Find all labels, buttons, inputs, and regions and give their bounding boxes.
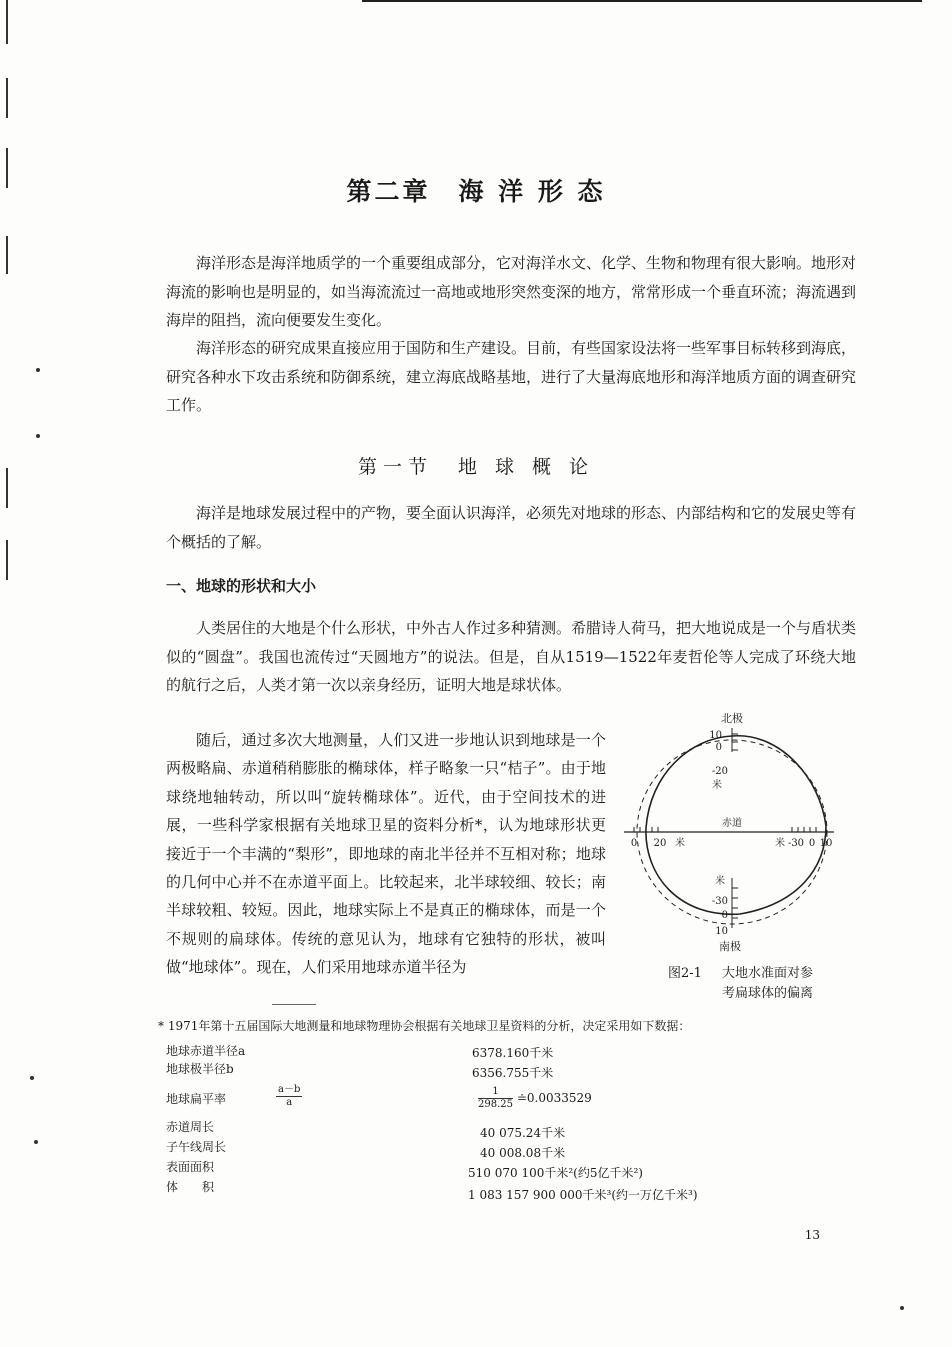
formula-numerator: a－b bbox=[278, 1084, 301, 1095]
south-pole-label: 南极 bbox=[719, 940, 741, 953]
footnote-label: 赤道周长 bbox=[166, 1120, 215, 1134]
footnote-label: 体 积 bbox=[166, 1180, 215, 1194]
unit-label: 米 bbox=[715, 876, 725, 887]
subsection-heading: 一、地球的形状和大小 bbox=[166, 577, 317, 595]
binding-mark bbox=[6, 78, 8, 118]
footnote-label: 地球极半径b bbox=[166, 1062, 234, 1076]
tick-label: 0 bbox=[808, 838, 816, 849]
section-intro: 海洋是地球发展过程中的产物，要全面认识海洋，必须先对地球的形态、内部结构和它的发展史等有个概括的了解。 bbox=[166, 504, 857, 551]
tick-label: 10 bbox=[819, 838, 833, 849]
caption-text: 大地水准面对参 bbox=[722, 966, 814, 981]
figure-caption bbox=[668, 964, 848, 1004]
tick-label: 0 bbox=[721, 910, 728, 921]
value-numerator: 1 bbox=[478, 1086, 513, 1099]
page-number: 13 bbox=[804, 1228, 820, 1242]
body-paragraph: 人类居住的大地是个什么形状，中外古人作过多种猜测。希腊诗人荷马，把大地说成是一个与盾状类似的“圆盘”。我国也流传过“天圆地方”的说法。但是，自从1519—1522年麦哲伦等人完成了环绕大地的航行之后，人类才第一次以亲身经历，证明大地是球状体。 bbox=[166, 619, 857, 694]
section-title: 第一节 地 球 概 论 bbox=[357, 456, 595, 478]
unit-label: 米 bbox=[675, 838, 685, 849]
tick-label: -30 bbox=[787, 838, 805, 849]
footnote-value: 40 075.24千米 bbox=[480, 1126, 566, 1140]
tick-label: 10 bbox=[715, 926, 728, 937]
footnote-value: 1 083 157 900 000千米³(约一万亿千米³) bbox=[468, 1188, 698, 1202]
footnote-rule bbox=[272, 1004, 316, 1005]
figure-number: 图2-1 bbox=[668, 966, 702, 981]
north-pole-label: 北极 bbox=[721, 712, 743, 725]
speck bbox=[34, 1140, 38, 1144]
value-denominator: 298.25 bbox=[478, 1099, 513, 1110]
tick-label: 10 bbox=[709, 730, 722, 741]
chapter-title: 第二章 海 洋 形 态 bbox=[346, 177, 606, 206]
unit-label: 米 bbox=[775, 838, 785, 849]
tick-label: 20 bbox=[653, 838, 667, 849]
speck bbox=[36, 368, 40, 372]
flattening-value bbox=[478, 1086, 592, 1111]
speck bbox=[36, 434, 40, 438]
footnote-value: 510 070 100千米²(约5亿千米²) bbox=[468, 1166, 643, 1180]
geoid-deviation-figure bbox=[620, 708, 850, 958]
formula-denominator: a bbox=[286, 1097, 293, 1108]
speck bbox=[900, 1306, 904, 1310]
tick-label: -20 bbox=[711, 766, 728, 777]
speck bbox=[30, 1076, 34, 1080]
binding-mark bbox=[6, 0, 8, 44]
footnote-value: 6356.755千米 bbox=[472, 1066, 554, 1080]
equator-label: 赤道 bbox=[722, 818, 742, 829]
footnote-label: 地球赤道半径a bbox=[166, 1044, 246, 1058]
tick-label: 0 bbox=[715, 742, 722, 753]
footnote-value: 6378.160千米 bbox=[472, 1046, 554, 1060]
footnote-label: 地球扁平率 bbox=[166, 1092, 227, 1106]
tick-label: 0 bbox=[630, 838, 638, 849]
tick-label: -30 bbox=[711, 896, 728, 907]
footnote-label: 子午线周长 bbox=[166, 1140, 227, 1154]
body-paragraph: 随后，通过多次大地测量，人们又进一步地认识到地球是一个两极略扁、赤道稍稍膨胀的椭球体，样子略象一只“桔子”。由于地球绕地轴转动，所以叫“旋转椭球体”。近代，由于空间技术的进展，一些科学家根据有关地球卫星的资料分析*，认为地球形状更接近于一个丰满的“梨形”，即地球的南北半径并不互相对称；地球的几何中心并不在赤道平面上。比较起来，北半球较细、较长；南半球较粗、较短。因此，地球实际上不是真正的椭球体，而是一个不规则的扁球体。传统的意见认为，地球有它独特的形状，被叫做“地球体”。现在，人们采用地球赤道半径为 bbox=[166, 731, 606, 977]
flattening-formula bbox=[276, 1084, 302, 1109]
footnote-value: ≐0.0033529 bbox=[516, 1091, 592, 1105]
caption-text: 考扁球体的偏离 bbox=[722, 986, 814, 1001]
unit-label: 米 bbox=[712, 780, 722, 791]
binding-mark bbox=[6, 236, 8, 274]
intro-paragraph: 海洋形态的研究成果直接应用于国防和生产建设。目前，有些国家设法将一些军事目标转移到海底，研究各种水下攻击系统和防御系统，建立海底战略基地，进行了大量海底地形和海洋地质方面的调查研究工作。 bbox=[166, 339, 857, 414]
footnote-intro: * 1971年第十五届国际大地测量和地球物理协会根据有关地球卫星资料的分析，决定采用如下数据： bbox=[158, 1019, 691, 1033]
top-rule bbox=[362, 0, 922, 2]
footnote-value: 40 008.08千米 bbox=[480, 1146, 566, 1160]
binding-mark bbox=[6, 540, 8, 580]
intro-paragraph: 海洋形态是海洋地质学的一个重要组成部分，它对海洋水文、化学、生物和物理有很大影响。地形对海流的影响也是明显的，如当海流流过一高地或地形突然变深的地方，常常形成一个垂直环流；海流遇到海岸的阻挡，流向便要发生变化。 bbox=[166, 254, 857, 329]
footnote-label: 表面面积 bbox=[166, 1160, 215, 1174]
